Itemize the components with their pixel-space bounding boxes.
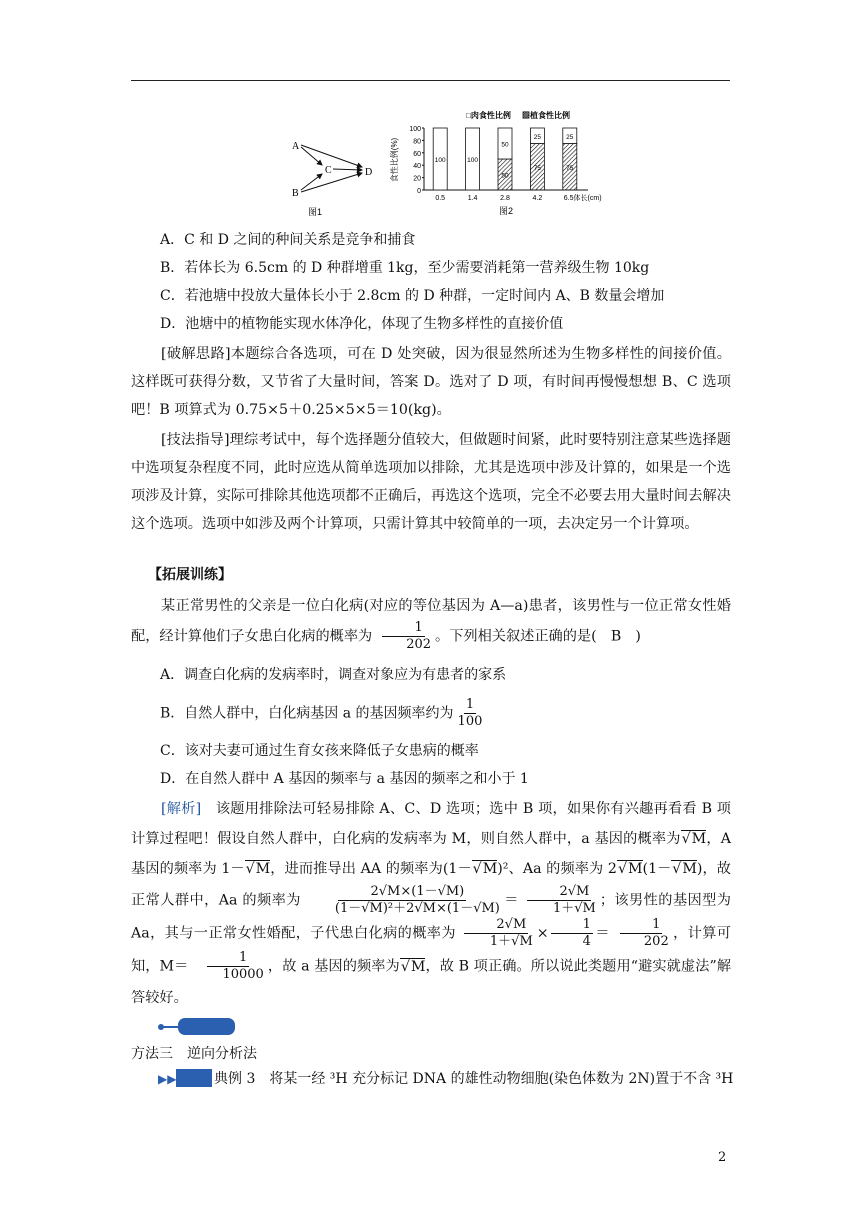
y-tick-label: 40: [413, 163, 421, 171]
bar-label-herbivore: 75: [566, 164, 574, 172]
bar-label-carnivore: 100: [434, 157, 446, 164]
analysis-paragraph: [131, 340, 731, 424]
legend-carnivore: □肉食性比例: [466, 111, 511, 120]
training-option-b: B．自然人群中，白化病基因 a 的基因频率约为 $\frac{1}{100}$: [160, 697, 483, 729]
option-b: B．若体长为 6.5cm 的 D 种群增重 1kg，至少需要消耗第一营养级生物 10kg: [160, 260, 650, 276]
figure1-food-web: [282, 132, 382, 217]
guide-paragraph: [131, 426, 731, 538]
analysis-label: [破解思路]: [161, 346, 231, 362]
stem-text: 某正常男性的父亲是一位白化病(对应的等位基因为 A—a)患者，该男性与一位正常女性婚配，经计算他们子女患白化病的概率为: [131, 598, 731, 645]
training-option-c: C．该对夫妻可通过生育女孩来降低子女患病的概率: [160, 743, 479, 759]
example3-text: 典例 3 将某一经 ³H 充分标记 DNA 的雄性动物细胞(染色体数为 2N)置于不含 ³H: [214, 1071, 734, 1087]
bar-label-herbivore: 50: [501, 172, 509, 180]
option-a: A．C 和 D 之间的种间关系是竞争和捕食: [160, 232, 416, 248]
solution-label: [解析]: [161, 801, 202, 817]
page-number: 2: [718, 1150, 727, 1165]
stem-answer: 。下列相关叙述正确的是( B ): [435, 628, 641, 645]
y-tick-label: 80: [413, 138, 421, 146]
option-d: D．池塘中的植物能实现水体净化，体现了生物多样性的直接价值: [160, 316, 564, 332]
legend-herbivore: ▨植食性比例: [522, 111, 570, 120]
x-tick-label: 4.2: [532, 195, 543, 202]
node-d: D: [365, 167, 373, 178]
figure2-caption: 图2: [498, 206, 514, 216]
double-arrow-icon: ▶▶: [158, 1072, 177, 1086]
training-option-a: A．调查白化病的发病率时，调查对象应为有患者的家系: [160, 667, 507, 683]
y-tick-label: 20: [413, 175, 421, 183]
training-stem: [131, 592, 731, 653]
section-banner: [178, 1018, 235, 1035]
bar-label-carnivore: 25: [566, 133, 574, 141]
example-tag: [176, 1069, 212, 1087]
guide-text: 理综考试中，每个选择题分值较大，但做题时间紧，此时要特别注意某些选择题中选项复杂程度不同，此时应选从简单选项加以排除，尤其是选项中涉及计算的，如果是一个选项涉及计算，实际可排除其他选项都不正确后，再选这个选项，完全不必要去用大量时间去解决这个选项。选项中如涉及两个计算项，只需计算其中较简单的一项，去决定另一个计算项。: [131, 432, 731, 532]
x-tick-label: 1.4: [467, 195, 478, 202]
y-axis-label: 食性比例(%): [390, 137, 399, 183]
node-a: A: [292, 141, 300, 152]
bar-label-carnivore: 25: [533, 133, 542, 141]
bar-label-carnivore: 50: [501, 141, 509, 149]
header-rule: [131, 80, 730, 81]
method3-heading: 方法三 逆向分析法: [131, 1046, 257, 1062]
bar-label-carnivore: 100: [467, 157, 479, 164]
y-tick-label: 60: [413, 150, 421, 158]
solution-paragraph: [解析] 该题用排除法可轻易排除 A、C、D 选项；选中 B 项，如果你有兴趣再看看 B 项计算过程吧！假设自然人群中，白化病的发病率为 M，则自然人群中，a 基因的概率为√ M，A 基因的频率为 1－√ M，进而推导出 AA 的频率为(1－√ M)²、Aa 的频率为 2√ M(1－√ M)，故正常人群中，Aa 的频率为 $\frac{2√M\times(1-√M)}{\text{(1－√M)²＋2√M×(1－√M)}}$ ＝ $\frac{2√M}{1+√M}$ ；该男性的基因型为 Aa，其与一正常女性婚配，子代患白化病的概率为 $\frac{2√M}{1+√M}$ × $\frac{1}{4}$ ＝ $\frac{1}{202}$ ，计算可知，M＝ $\frac{1}{10000}$ ，故 a 基因的频率为√ M，故 B 项正确。所以说此类题用“避实就虚法”解答较好。: [131, 794, 731, 1013]
y-tick-label: 100: [409, 126, 421, 133]
node-c: C: [325, 165, 332, 176]
node-b: B: [292, 188, 299, 199]
option-c: C．若池塘中投放大量体长小于 2.8cm 的 D 种群，一定时间内 A、B 数量会增加: [160, 288, 665, 304]
training-heading: 【拓展训练】: [148, 567, 232, 583]
x-tick-label: 6.5体长(cm): [563, 195, 602, 202]
bar-label-herbivore: 75: [533, 164, 542, 172]
stem-fraction: $\frac{1}{202}$: [374, 620, 433, 653]
y-tick-label: 0: [417, 188, 421, 195]
training-option-d: D．在自然人群中 A 基因的频率与 a 基因的频率之和小于 1: [160, 771, 529, 787]
analysis-text: 本题综合各选项，可在 D 处突破，因为很显然所述为生物多样性的间接价值。这样既可获得分数，又节省了大量时间，答案 D。选对了 D 项，有时间再慢慢想想 B、C 选项吧！B 项算式为 0.75×5＋0.25×5×5＝10(kg)。: [131, 346, 731, 418]
figure2-bar-chart: [388, 108, 602, 218]
x-tick-label: 2.8: [500, 195, 510, 202]
x-tick-label: 0.5: [435, 195, 446, 202]
guide-label: [技法指导]: [161, 432, 230, 448]
figure1-caption: 图1: [308, 207, 323, 217]
